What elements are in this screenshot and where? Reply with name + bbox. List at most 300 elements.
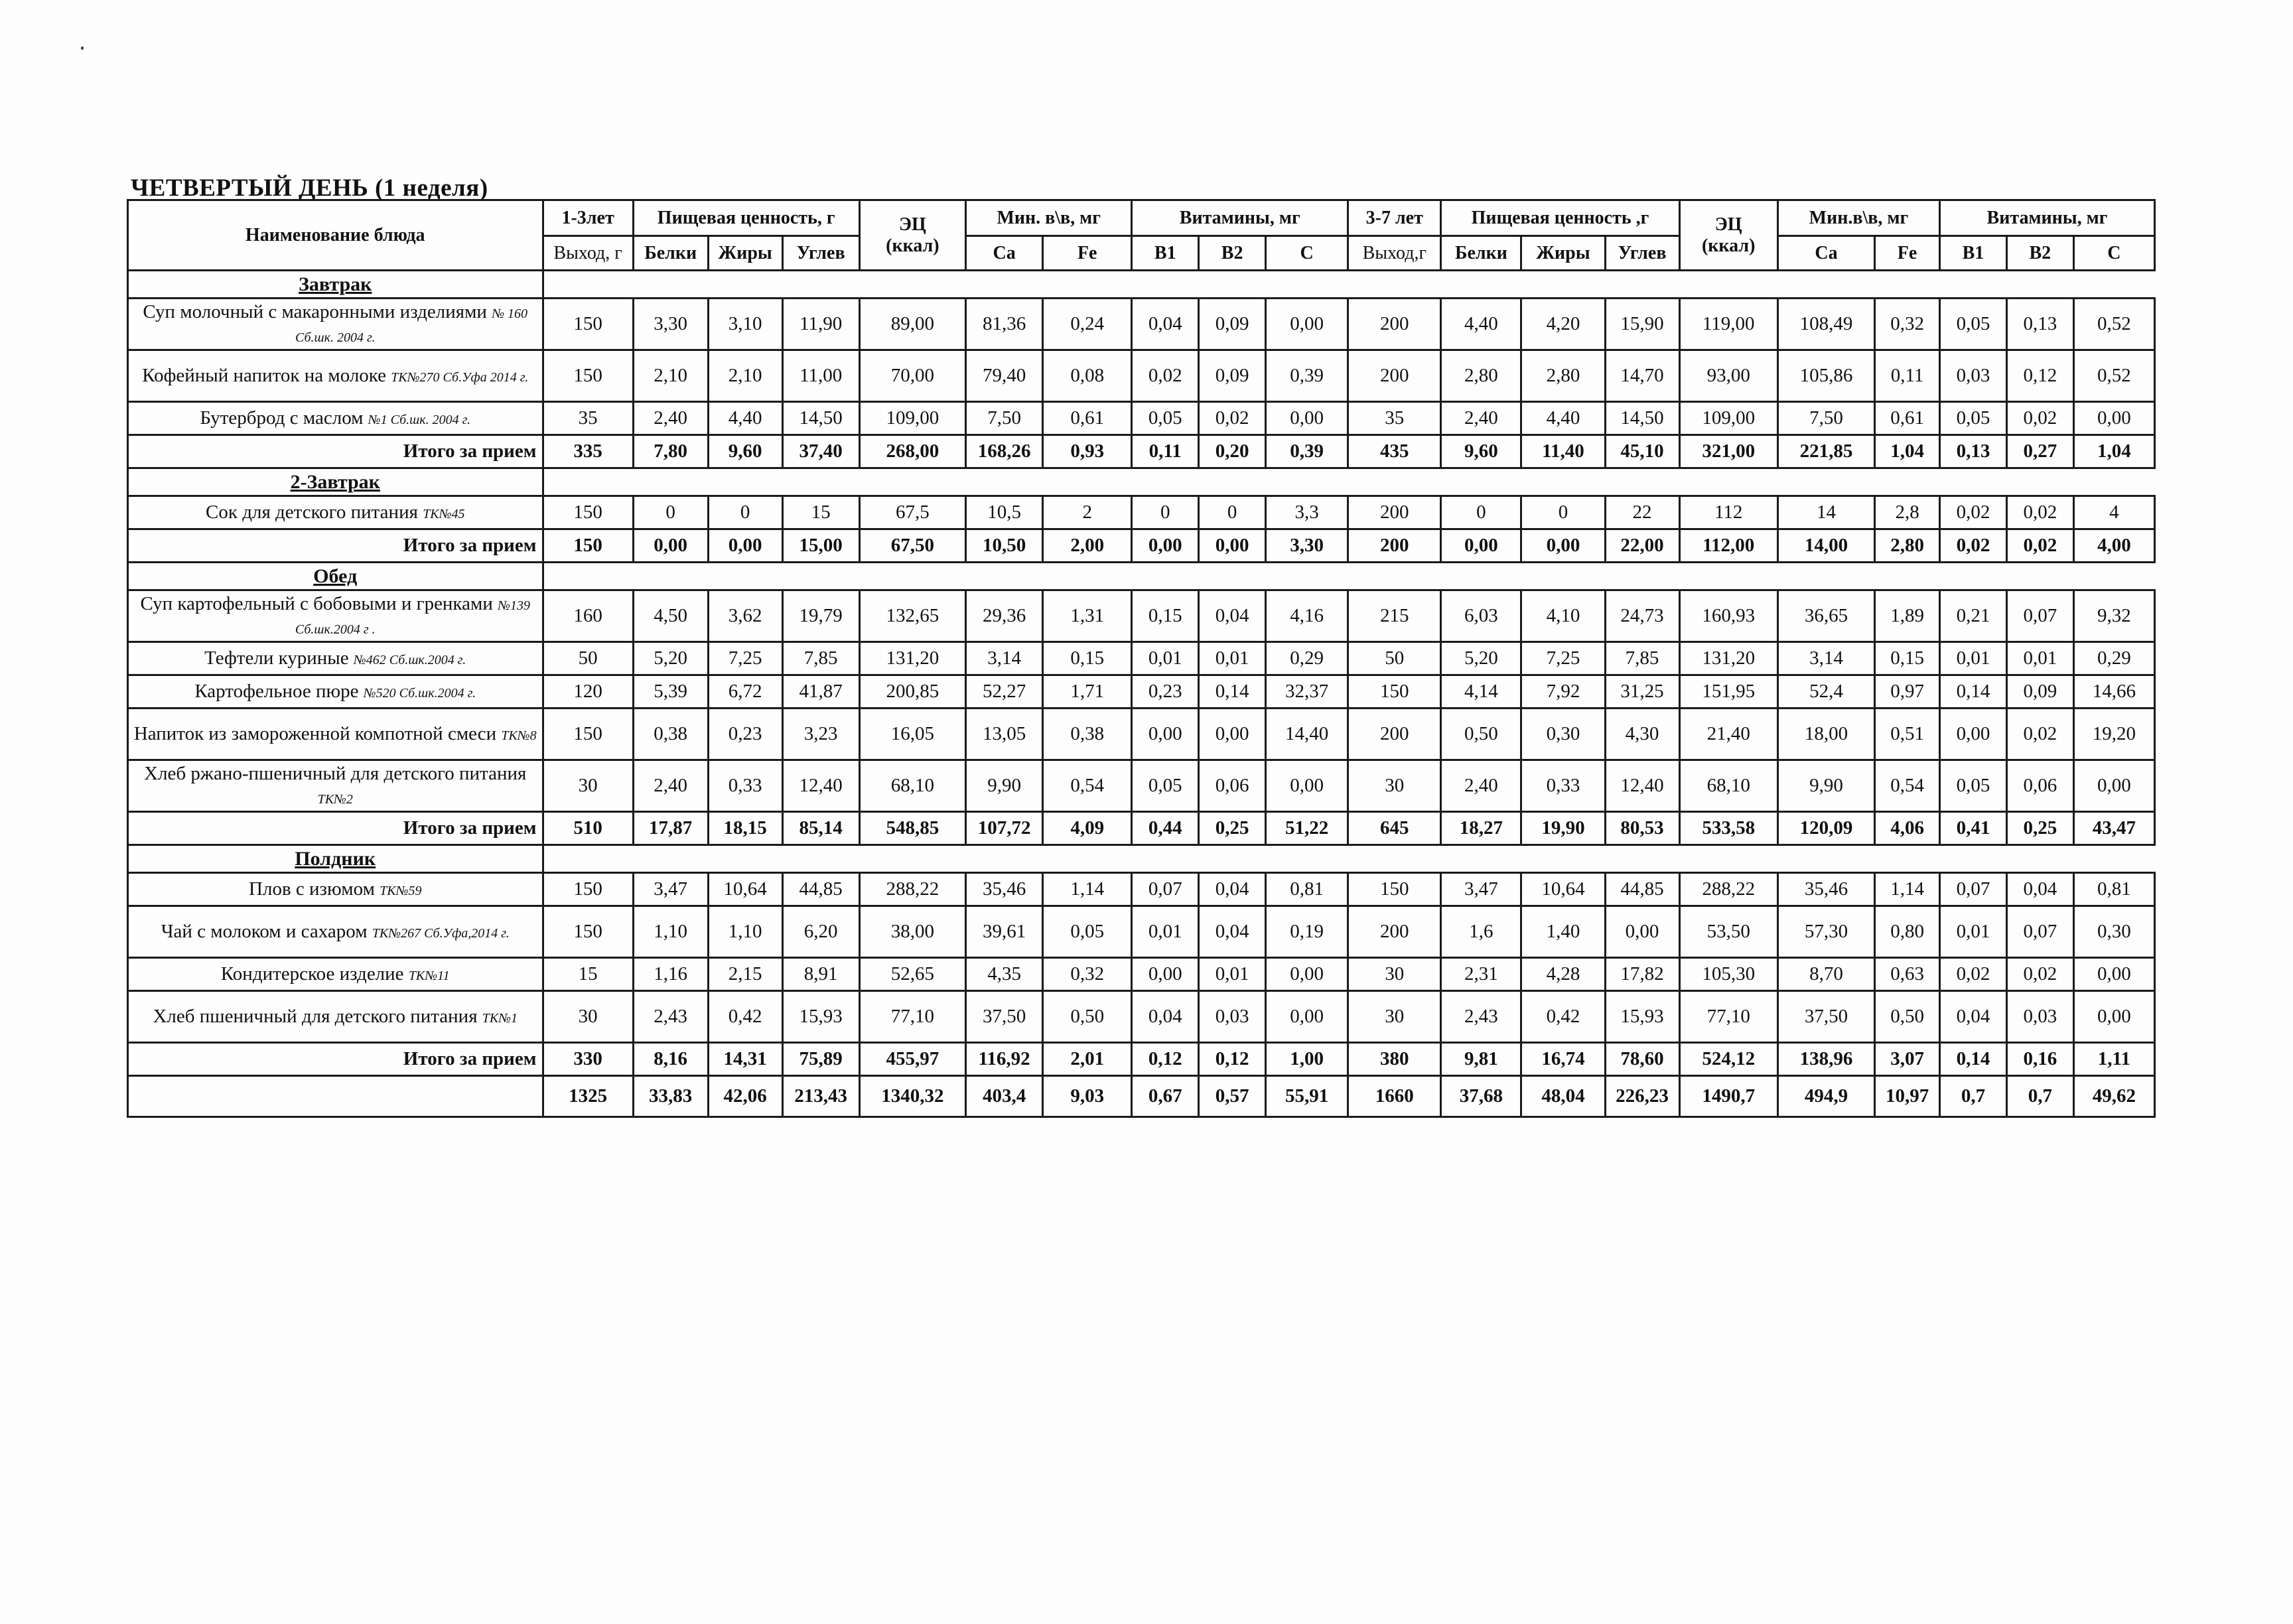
value-cell: 200 [1348, 299, 1441, 350]
value-cell: 5,39 [633, 675, 708, 709]
total-value-cell: 510 [543, 812, 633, 845]
value-cell: 3,14 [1777, 642, 1874, 675]
value-cell: 200,85 [859, 675, 965, 709]
value-cell: 0,05 [1940, 299, 2007, 350]
value-cell: 12,40 [1605, 760, 1679, 812]
grand-total-value-cell: 49,62 [2073, 1076, 2154, 1117]
value-cell: 6,72 [708, 675, 782, 709]
value-cell: 200 [1348, 350, 1441, 402]
value-cell: 0,01 [1199, 958, 1266, 991]
dish-row [128, 709, 2155, 760]
table-header [128, 200, 2155, 271]
value-cell: 32,37 [1266, 675, 1348, 709]
dish-name-cell [128, 350, 543, 402]
value-cell: 0,12 [2006, 350, 2073, 402]
value-cell: 0,32 [1043, 958, 1132, 991]
value-cell: 0,81 [1266, 873, 1348, 906]
value-cell: 0,06 [2006, 760, 2073, 812]
dish-name: Хлеб пшеничный для детского питания [153, 1005, 478, 1027]
value-cell: 150 [1348, 873, 1441, 906]
value-cell: 0,00 [1266, 402, 1348, 435]
value-cell: 93,00 [1679, 350, 1777, 402]
total-value-cell: 330 [543, 1043, 633, 1076]
header-b1-2: B1 [1940, 236, 2007, 271]
value-cell: 1,14 [1875, 873, 1940, 906]
total-value-cell: 168,26 [966, 435, 1043, 468]
value-cell: 35,46 [966, 873, 1043, 906]
header-fat-1: Жиры [708, 236, 782, 271]
total-value-cell: 75,89 [782, 1043, 859, 1076]
total-value-cell: 37,40 [782, 435, 859, 468]
value-cell: 0,04 [1940, 991, 2007, 1043]
value-cell: 0,00 [1266, 760, 1348, 812]
value-cell: 30 [1348, 958, 1441, 991]
total-row [128, 812, 2155, 845]
value-cell: 200 [1348, 496, 1441, 529]
value-cell: 0,81 [2073, 873, 2154, 906]
section-header-row [128, 271, 2155, 299]
grand-total-value-cell: 0,7 [1940, 1076, 2007, 1117]
value-cell: 0,15 [1043, 642, 1132, 675]
total-value-cell: 1,00 [1266, 1043, 1348, 1076]
grand-total-value-cell: 1490,7 [1679, 1076, 1777, 1117]
value-cell: 15,90 [1605, 299, 1679, 350]
value-cell: 7,25 [708, 642, 782, 675]
section-header-row [128, 563, 2155, 590]
total-value-cell: 107,72 [966, 812, 1043, 845]
value-cell: 0 [633, 496, 708, 529]
dish-row [128, 496, 2155, 529]
value-cell: 77,10 [859, 991, 965, 1043]
total-value-cell: 2,01 [1043, 1043, 1132, 1076]
total-value-cell: 435 [1348, 435, 1441, 468]
value-cell: 30 [1348, 991, 1441, 1043]
value-cell: 5,20 [633, 642, 708, 675]
total-value-cell: 0,44 [1132, 812, 1199, 845]
value-cell: 6,03 [1441, 590, 1521, 642]
total-value-cell: 1,04 [1875, 435, 1940, 468]
dish-name: Напиток из замороженной компотной смеси [133, 722, 497, 744]
total-value-cell: 335 [543, 435, 633, 468]
total-value-cell: 548,85 [859, 812, 965, 845]
value-cell: 24,73 [1605, 590, 1679, 642]
total-value-cell: 0,14 [1940, 1043, 2007, 1076]
value-cell: 109,00 [1679, 402, 1777, 435]
total-value-cell: 321,00 [1679, 435, 1777, 468]
total-value-cell: 0,16 [2006, 1043, 2073, 1076]
value-cell: 0,19 [1266, 906, 1348, 958]
value-cell: 0,00 [1940, 709, 2007, 760]
total-value-cell: 9,60 [1441, 435, 1521, 468]
value-cell: 14,50 [782, 402, 859, 435]
section-spacer [543, 845, 2155, 873]
total-value-cell: 4,09 [1043, 812, 1132, 845]
dish-row [128, 991, 2155, 1043]
value-cell: 31,25 [1605, 675, 1679, 709]
value-cell: 150 [543, 873, 633, 906]
header-c-2: C [2073, 236, 2154, 271]
section-spacer [543, 271, 2155, 299]
total-value-cell: 3,30 [1266, 529, 1348, 563]
value-cell: 108,49 [1777, 299, 1874, 350]
value-cell: 0,38 [633, 709, 708, 760]
value-cell: 0,01 [1940, 642, 2007, 675]
value-cell: 0,00 [1132, 958, 1199, 991]
header-fe-1: Fe [1043, 236, 1132, 271]
value-cell: 0,24 [1043, 299, 1132, 350]
total-value-cell: 3,07 [1875, 1043, 1940, 1076]
value-cell: 81,36 [966, 299, 1043, 350]
value-cell: 3,10 [708, 299, 782, 350]
total-value-cell: 14,31 [708, 1043, 782, 1076]
grand-total-value-cell: 0,57 [1199, 1076, 1266, 1117]
value-cell: 13,05 [966, 709, 1043, 760]
value-cell: 44,85 [1605, 873, 1679, 906]
value-cell: 7,50 [1777, 402, 1874, 435]
value-cell: 16,05 [859, 709, 965, 760]
value-cell: 50 [543, 642, 633, 675]
dish-name: Сок для детского питания [206, 501, 418, 523]
value-cell: 53,50 [1679, 906, 1777, 958]
value-cell: 18,00 [1777, 709, 1874, 760]
grand-total-value-cell: 494,9 [1777, 1076, 1874, 1117]
value-cell: 151,95 [1679, 675, 1777, 709]
value-cell: 1,71 [1043, 675, 1132, 709]
value-cell: 200 [1348, 709, 1441, 760]
value-cell: 4,30 [1605, 709, 1679, 760]
total-value-cell: 0,25 [2006, 812, 2073, 845]
grand-total-value-cell: 226,23 [1605, 1076, 1679, 1117]
header-b1-1: B1 [1132, 236, 1199, 271]
value-cell: 21,40 [1679, 709, 1777, 760]
value-cell: 0,54 [1875, 760, 1940, 812]
value-cell: 0,32 [1875, 299, 1940, 350]
page-title: ЧЕТВЕРТЫЙ ДЕНЬ (1 неделя) [131, 174, 488, 202]
grand-total-value-cell: 0,7 [2006, 1076, 2073, 1117]
dish-name-cell [128, 906, 543, 958]
value-cell: 2,8 [1875, 496, 1940, 529]
section-spacer [543, 563, 2155, 590]
value-cell: 0 [1199, 496, 1266, 529]
value-cell: 9,32 [2073, 590, 2154, 642]
total-value-cell: 2,00 [1043, 529, 1132, 563]
value-cell: 4,14 [1441, 675, 1521, 709]
value-cell: 0,04 [2006, 873, 2073, 906]
dish-recipe-ref: ТК№8 [501, 728, 537, 743]
value-cell: 4,50 [633, 590, 708, 642]
total-value-cell: 116,92 [966, 1043, 1043, 1076]
total-value-cell: 17,87 [633, 812, 708, 845]
section-header-row [128, 845, 2155, 873]
dish-name: Кофейный напиток на молоке [142, 364, 387, 386]
value-cell: 10,5 [966, 496, 1043, 529]
total-value-cell: 112,00 [1679, 529, 1777, 563]
value-cell: 0,61 [1043, 402, 1132, 435]
value-cell: 11,00 [782, 350, 859, 402]
header-protein-1: Белки [633, 236, 708, 271]
dish-row [128, 760, 2155, 812]
grand-total-row [128, 1076, 2155, 1117]
value-cell: 0,00 [1266, 958, 1348, 991]
value-cell: 0,15 [1875, 642, 1940, 675]
value-cell: 0,07 [1940, 873, 2007, 906]
value-cell: 0,02 [1199, 402, 1266, 435]
section-title: Полдник [128, 845, 543, 873]
value-cell: 0,09 [1199, 299, 1266, 350]
value-cell: 288,22 [859, 873, 965, 906]
value-cell: 0,50 [1043, 991, 1132, 1043]
value-cell: 4,40 [1521, 402, 1605, 435]
value-cell: 67,5 [859, 496, 965, 529]
value-cell: 19,20 [2073, 709, 2154, 760]
total-value-cell: 14,00 [1777, 529, 1874, 563]
value-cell: 0,01 [1199, 642, 1266, 675]
dish-recipe-ref: ТК№270 Сб.Уфа 2014 г. [391, 370, 529, 385]
value-cell: 0,33 [708, 760, 782, 812]
value-cell: 0,07 [2006, 906, 2073, 958]
value-cell: 0,03 [1199, 991, 1266, 1043]
header-minerals-2: Мин.в\в, мг [1777, 200, 1939, 236]
dish-name-cell [128, 760, 543, 812]
total-value-cell: 22,00 [1605, 529, 1679, 563]
value-cell: 0,30 [1521, 709, 1605, 760]
value-cell: 150 [543, 709, 633, 760]
total-value-cell: 0,13 [1940, 435, 2007, 468]
dish-row [128, 873, 2155, 906]
value-cell: 2,80 [1441, 350, 1521, 402]
dish-name-cell [128, 675, 543, 709]
dish-row [128, 958, 2155, 991]
value-cell: 215 [1348, 590, 1441, 642]
grand-total-value-cell: 1340,32 [859, 1076, 965, 1117]
value-cell: 4,20 [1521, 299, 1605, 350]
dish-name: Плов с изюмом [249, 878, 375, 900]
total-label: Итого за прием [128, 435, 543, 468]
value-cell: 30 [543, 991, 633, 1043]
value-cell: 0,00 [1266, 299, 1348, 350]
value-cell: 0,01 [1940, 906, 2007, 958]
value-cell: 0,09 [1199, 350, 1266, 402]
header-nutrition-1: Пищевая ценность, г [633, 200, 859, 236]
value-cell: 9,90 [966, 760, 1043, 812]
value-cell: 0,15 [1132, 590, 1199, 642]
header-output-1: Выход, г [543, 236, 633, 271]
value-cell: 150 [543, 496, 633, 529]
value-cell: 120 [543, 675, 633, 709]
value-cell: 8,91 [782, 958, 859, 991]
value-cell: 0,05 [1132, 402, 1199, 435]
value-cell: 79,40 [966, 350, 1043, 402]
header-age-3-7: 3-7 лет [1348, 200, 1441, 236]
value-cell: 2,10 [633, 350, 708, 402]
value-cell: 70,00 [859, 350, 965, 402]
value-cell: 0 [1441, 496, 1521, 529]
value-cell: 109,00 [859, 402, 965, 435]
value-cell: 131,20 [859, 642, 965, 675]
value-cell: 2 [1043, 496, 1132, 529]
value-cell: 0 [1132, 496, 1199, 529]
value-cell: 160 [543, 590, 633, 642]
value-cell: 0,14 [1940, 675, 2007, 709]
value-cell: 0,00 [2073, 402, 2154, 435]
total-row [128, 1043, 2155, 1076]
total-value-cell: 0,12 [1132, 1043, 1199, 1076]
header-b2-2: B2 [2006, 236, 2073, 271]
dish-row [128, 675, 2155, 709]
value-cell: 0,21 [1940, 590, 2007, 642]
value-cell: 0,23 [1132, 675, 1199, 709]
value-cell: 0,02 [1132, 350, 1199, 402]
total-value-cell: 67,50 [859, 529, 965, 563]
value-cell: 0,51 [1875, 709, 1940, 760]
header-carb-1: Углев [782, 236, 859, 271]
value-cell: 4,40 [708, 402, 782, 435]
value-cell: 7,85 [782, 642, 859, 675]
value-cell: 4,10 [1521, 590, 1605, 642]
value-cell: 57,30 [1777, 906, 1874, 958]
dish-row [128, 906, 2155, 958]
total-value-cell: 4,00 [2073, 529, 2154, 563]
value-cell: 0 [708, 496, 782, 529]
value-cell: 0 [1521, 496, 1605, 529]
value-cell: 52,65 [859, 958, 965, 991]
header-age-1-3: 1-3лет [543, 200, 633, 236]
value-cell: 0,05 [1132, 760, 1199, 812]
value-cell: 105,30 [1679, 958, 1777, 991]
value-cell: 0,02 [1940, 958, 2007, 991]
section-header-row [128, 468, 2155, 496]
dish-recipe-ref: № 160 Сб.шк. 2004 г. [295, 306, 528, 345]
value-cell: 0,38 [1043, 709, 1132, 760]
value-cell: 6,20 [782, 906, 859, 958]
value-cell: 11,90 [782, 299, 859, 350]
dish-row [128, 350, 2155, 402]
value-cell: 30 [1348, 760, 1441, 812]
value-cell: 3,47 [1441, 873, 1521, 906]
value-cell: 2,40 [633, 402, 708, 435]
value-cell: 0,63 [1875, 958, 1940, 991]
value-cell: 2,43 [633, 991, 708, 1043]
value-cell: 2,10 [708, 350, 782, 402]
value-cell: 0,03 [2006, 991, 2073, 1043]
value-cell: 0,11 [1875, 350, 1940, 402]
value-cell: 0,52 [2073, 299, 2154, 350]
value-cell: 3,47 [633, 873, 708, 906]
value-cell: 0,01 [1132, 906, 1199, 958]
value-cell: 0,02 [2006, 496, 2073, 529]
grand-total-value-cell: 213,43 [782, 1076, 859, 1117]
value-cell: 89,00 [859, 299, 965, 350]
value-cell: 10,64 [708, 873, 782, 906]
grand-total-value-cell: 48,04 [1521, 1076, 1605, 1117]
value-cell: 14,70 [1605, 350, 1679, 402]
dish-recipe-ref: №520 Сб.шк.2004 г. [363, 685, 476, 701]
total-value-cell: 0,00 [1521, 529, 1605, 563]
total-value-cell: 200 [1348, 529, 1441, 563]
total-value-cell: 0,02 [2006, 529, 2073, 563]
dish-recipe-ref: ТК№45 [423, 506, 465, 521]
value-cell: 0,00 [1605, 906, 1679, 958]
dish-name: Тефтели куриные [204, 647, 349, 669]
value-cell: 15,93 [1605, 991, 1679, 1043]
total-value-cell: 18,15 [708, 812, 782, 845]
value-cell: 0,05 [1043, 906, 1132, 958]
value-cell: 41,87 [782, 675, 859, 709]
dish-name: Кондитерское изделие [220, 963, 404, 984]
dish-name: Хлеб ржано-пшеничный для детского питания [144, 763, 527, 785]
total-value-cell: 15,00 [782, 529, 859, 563]
header-vitamins-1: Витамины, мг [1132, 200, 1348, 236]
section-title: Обед [128, 563, 543, 590]
value-cell: 0,97 [1875, 675, 1940, 709]
value-cell: 150 [543, 299, 633, 350]
value-cell: 0,50 [1875, 991, 1940, 1043]
grand-total-label [128, 1076, 543, 1117]
total-value-cell: 268,00 [859, 435, 965, 468]
dish-recipe-ref: №462 Сб.шк.2004 г. [353, 652, 466, 667]
total-value-cell: 16,74 [1521, 1043, 1605, 1076]
dish-name-cell [128, 590, 543, 642]
dish-row [128, 402, 2155, 435]
value-cell: 150 [543, 350, 633, 402]
value-cell: 5,20 [1441, 642, 1521, 675]
value-cell: 112 [1679, 496, 1777, 529]
value-cell: 0,23 [708, 709, 782, 760]
value-cell: 288,22 [1679, 873, 1777, 906]
value-cell: 35 [1348, 402, 1441, 435]
value-cell: 0,00 [2073, 958, 2154, 991]
value-cell: 0,50 [1441, 709, 1521, 760]
value-cell: 7,92 [1521, 675, 1605, 709]
total-value-cell: 9,60 [708, 435, 782, 468]
total-row [128, 529, 2155, 563]
value-cell: 0,03 [1940, 350, 2007, 402]
dish-name-cell [128, 402, 543, 435]
total-label: Итого за прием [128, 1043, 543, 1076]
total-value-cell: 0,00 [1199, 529, 1266, 563]
value-cell: 0,08 [1043, 350, 1132, 402]
value-cell: 10,64 [1521, 873, 1605, 906]
grand-total-value-cell: 1325 [543, 1076, 633, 1117]
header-carb-2: Углев [1605, 236, 1679, 271]
value-cell: 0,04 [1199, 590, 1266, 642]
dish-name-cell [128, 873, 543, 906]
value-cell: 12,40 [782, 760, 859, 812]
total-value-cell: 524,12 [1679, 1043, 1777, 1076]
dish-recipe-ref: №139 Сб.шк.2004 г . [295, 598, 530, 637]
grand-total-value-cell: 10,97 [1875, 1076, 1940, 1117]
total-value-cell: 7,80 [633, 435, 708, 468]
value-cell: 19,79 [782, 590, 859, 642]
total-value-cell: 0,00 [1441, 529, 1521, 563]
total-value-cell: 221,85 [1777, 435, 1874, 468]
total-value-cell: 80,53 [1605, 812, 1679, 845]
total-value-cell: 0,93 [1043, 435, 1132, 468]
total-value-cell: 43,47 [2073, 812, 2154, 845]
value-cell: 150 [1348, 675, 1441, 709]
dish-recipe-ref: ТК№59 [380, 883, 422, 898]
total-value-cell: 0,02 [1940, 529, 2007, 563]
value-cell: 0,05 [1940, 402, 2007, 435]
value-cell: 1,16 [633, 958, 708, 991]
value-cell: 30 [543, 760, 633, 812]
header-energy-2: ЭЦ (ккал) [1679, 200, 1777, 271]
value-cell: 0,09 [2006, 675, 2073, 709]
grand-total-value-cell: 9,03 [1043, 1076, 1132, 1117]
value-cell: 15 [543, 958, 633, 991]
value-cell: 52,4 [1777, 675, 1874, 709]
value-cell: 0,02 [1940, 496, 2007, 529]
